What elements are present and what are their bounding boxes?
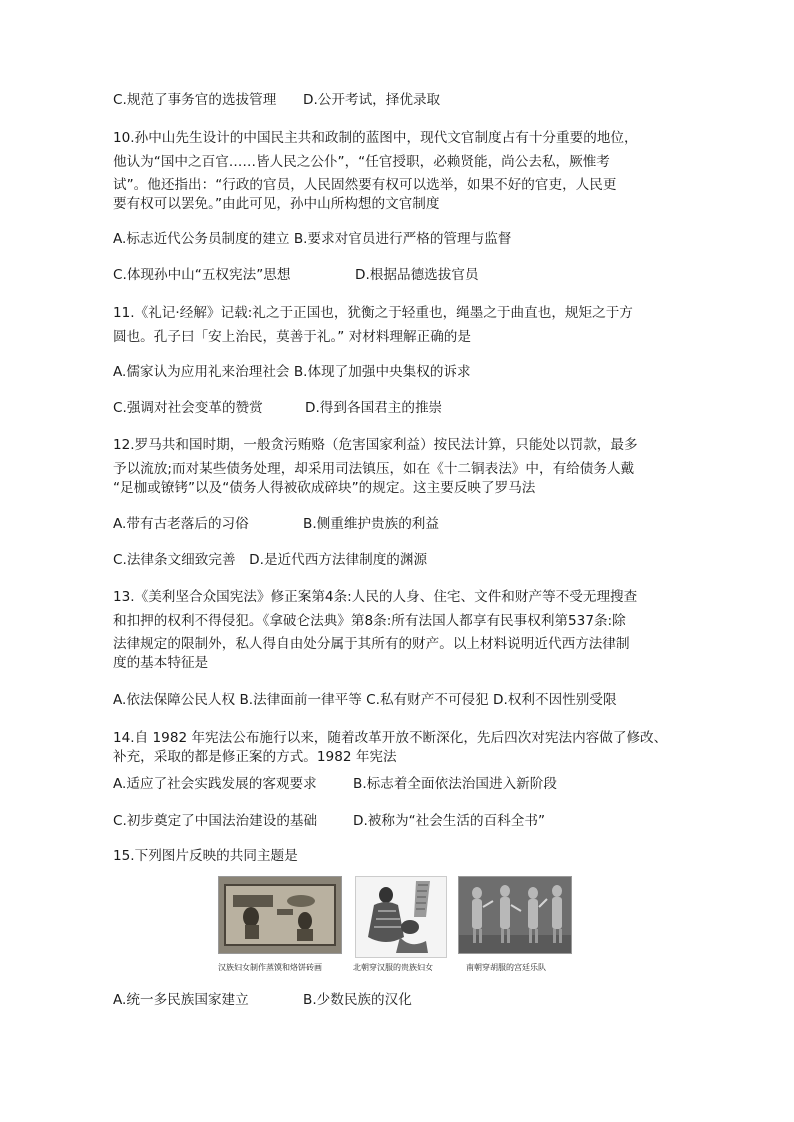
q10-stem-1: 10.孙中山先生设计的中国民主共和政制的蓝图中，现代文官制度占有十分重要的地位，	[113, 130, 638, 146]
q12-stem-1: 12.罗马共和国时期，一般贪污贿赂（危害国家利益）按民法计算，只能处以罚款，最多	[113, 437, 638, 453]
q14-option-c: C.初步奠定了中国法治建设的基础	[113, 813, 318, 829]
q14-option-d: D.被称为“社会生活的百科全书”	[353, 813, 545, 829]
q14-option-b: B.标志着全面依法治国进入新阶段	[353, 776, 557, 792]
q12-stem-3: “足枷或镣铐”以及“债务人得被砍成碎块”的规定。这主要反映了罗马法	[113, 480, 536, 496]
q13-stem-1: 13.《美利坚合众国宪法》修正案第4条:人民的人身、住宅、文件和财产等不受无理搜查	[113, 589, 638, 605]
q14-options-ab	[113, 774, 557, 794]
q11-stem-1: 11.《礼记·经解》记载:礼之于正国也，犹衡之于轻重也，绳墨之于曲直也，规矩之于方	[113, 305, 633, 321]
caption-noblewoman: 北朝穿汉服的贵族妇女	[353, 963, 433, 972]
q11-stem-2: 圆也。孔子曰「安上治民，莫善于礼。” 对材料理解正确的是	[113, 329, 471, 345]
q15-stem: 15.下列图片反映的共同主题是	[113, 848, 298, 864]
q13-stem-2: 和扣押的权利不得侵犯。《拿破仑法典》第8条:所有法国人都享有民事权利第537条:除	[113, 613, 626, 629]
caption-court-band: 南朝穿胡服的宫廷乐队	[466, 963, 546, 972]
q9-option-c: C.规范了事务官的选拔管理	[113, 92, 277, 108]
q12-options-ab	[113, 514, 439, 534]
q10-stem-4: 要有权可以罢免。”由此可见，孙中山所构想的文官制度	[113, 196, 440, 212]
q14-stem-1: 14.自 1982 年宪法公布施行以来，随着改革开放不断深化，先后四次对宪法内容做了修改、	[113, 730, 668, 746]
q10-option-ab: A.标志近代公务员制度的建立 B.要求对官员进行严格的管理与监督	[113, 231, 512, 247]
q12-stem-2: 予以流放;而对某些债务处理，却采用司法镇压，如在《十二铜表法》中，有给债务人戴	[113, 461, 635, 477]
q12-option-cd: C.法律条文细致完善 D.是近代西方法律制度的渊源	[113, 552, 428, 568]
q11-option-ab: A.儒家认为应用礼来治理社会 B.体现了加强中央集权的诉求	[113, 364, 471, 380]
q11-options-cd	[113, 398, 443, 418]
q10-options-cd	[113, 265, 479, 285]
q12-option-a: A.带有古老落后的习俗	[113, 516, 249, 532]
q15-option-b: B.少数民族的汉化	[303, 992, 412, 1008]
q13-stem-3: 法律规定的限制外，私人得自由处分属于其所有的财产。以上材料说明近代西方法律制	[113, 636, 630, 652]
q13-options: A.依法保障公民人权 B.法律面前一律平等 C.私有财产不可侵犯 D.权利不因性别受限	[113, 692, 617, 708]
q14-option-a: A.适应了社会实践发展的客观要求	[113, 776, 317, 792]
brick-painting-image	[218, 876, 342, 954]
q10-stem-2: 他认为“国中之百官……皆人民之公仆”，“任官授职，必赖贤能，尚公去私，厥惟考	[113, 154, 610, 170]
caption-brick-painting: 汉族妇女制作蒸馍和烙饼砖画	[218, 963, 322, 972]
q9-options	[113, 90, 441, 110]
q11-option-c: C.强调对社会变革的赞赏	[113, 400, 263, 416]
q15-option-a: A.统一多民族国家建立	[113, 992, 249, 1008]
q12-option-b: B.侧重维护贵族的利益	[303, 516, 439, 532]
q10-stem-3: 试”。他还指出：“行政的官员，人民固然要有权可以选举，如果不好的官吏，人民更	[113, 177, 617, 193]
q9-option-d: D.公开考试，择优录取	[303, 92, 441, 108]
q15-options-ab	[113, 990, 412, 1010]
q11-option-d: D.得到各国君主的推崇	[305, 400, 443, 416]
q10-option-d: D.根据品德选拔官员	[355, 267, 479, 283]
court-band-image	[458, 876, 572, 954]
q14-stem-2: 补充，采取的都是修正案的方式。1982 年宪法	[113, 749, 397, 765]
q13-stem-4: 度的基本特征是	[113, 655, 209, 671]
noblewoman-image	[355, 876, 447, 958]
q10-option-c: C.体现孙中山“五权宪法”思想	[113, 267, 291, 283]
q14-options-cd	[113, 811, 545, 831]
